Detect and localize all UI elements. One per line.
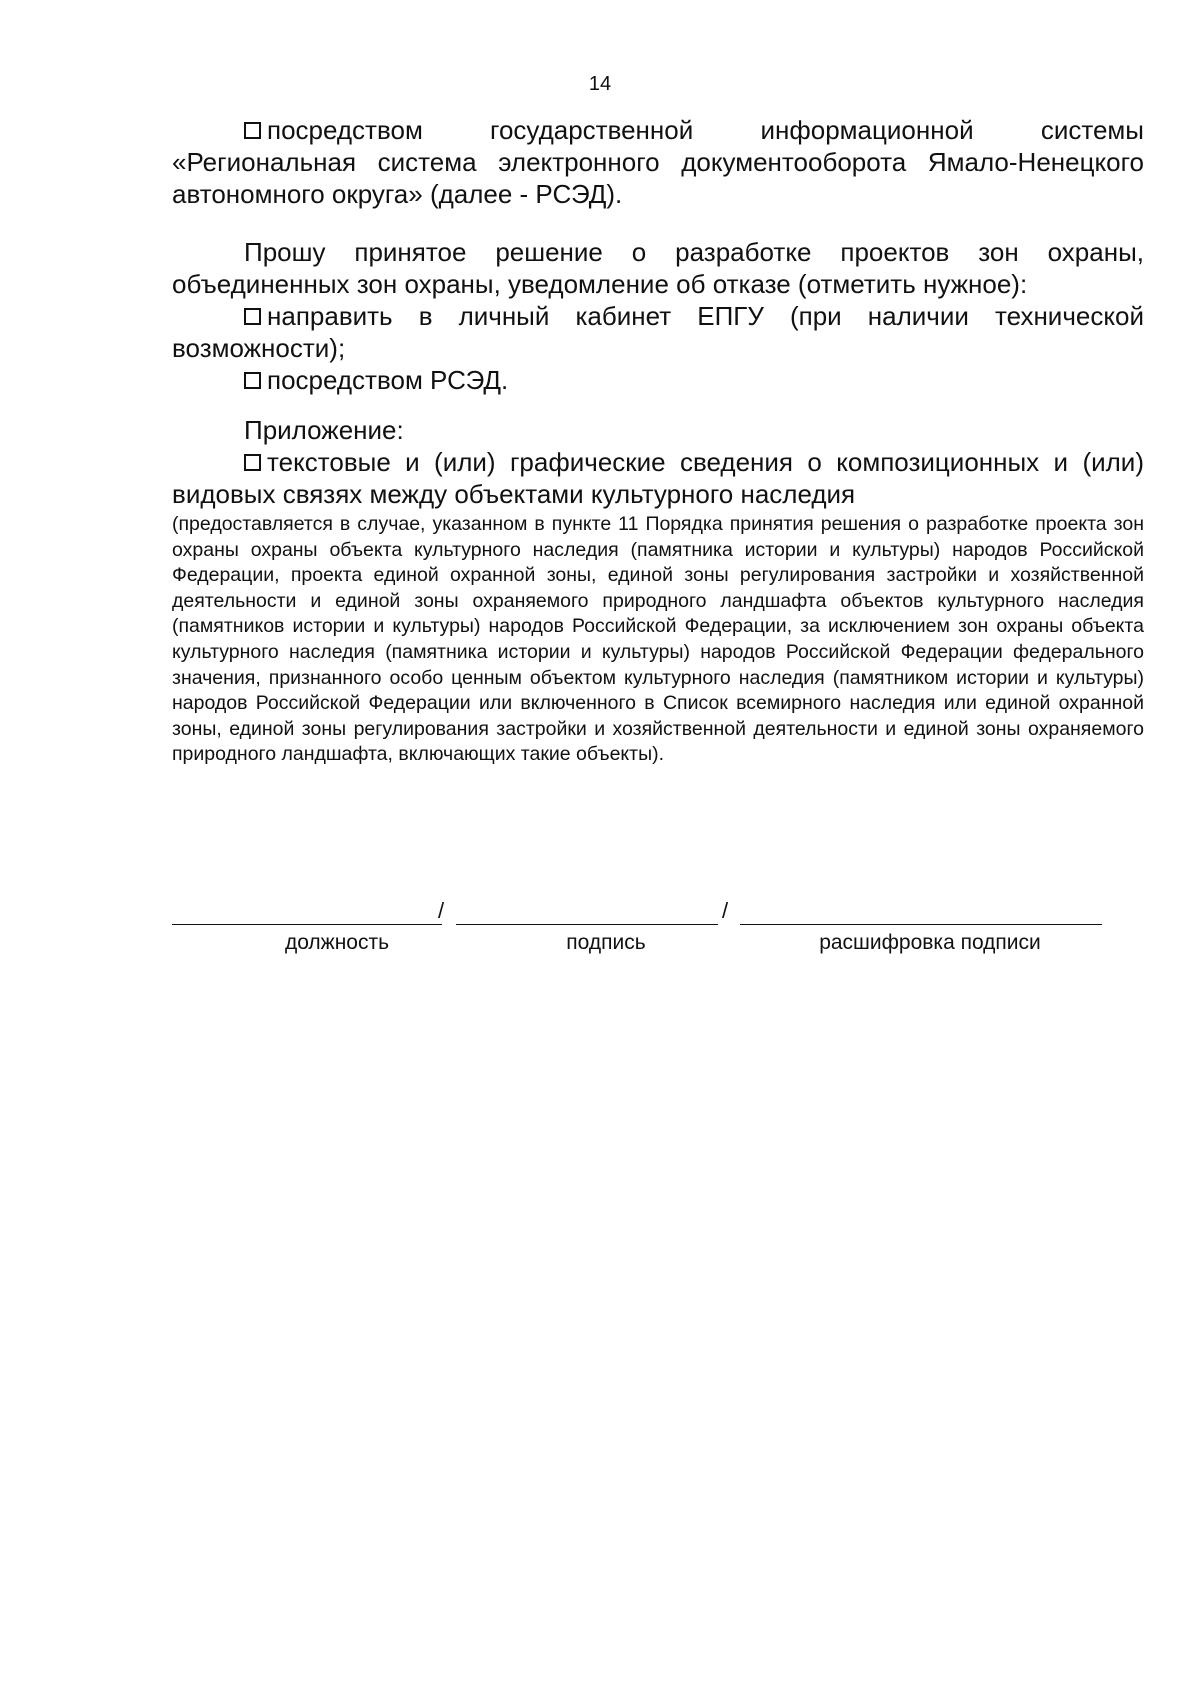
attachment-item [172, 446, 1144, 510]
empty-checkbox-icon[interactable] [244, 122, 261, 139]
signature-line[interactable] [456, 924, 718, 925]
delivery-option-rsed [172, 114, 1144, 210]
delivery-option-rsed-text: посредством государственной информационной системы «Региональная система электронного документооборота Ямало-Ненецкого автономного округа» (далее - РСЭД). [172, 115, 1144, 209]
signature-separator: / [438, 898, 445, 923]
empty-checkbox-icon[interactable] [244, 372, 261, 389]
decision-request: Прошу принятое решение о разработке проектов зон охраны, объединенных зон охраны, уведомление об отказе (отметить нужное): [172, 237, 1144, 299]
decision-option-epgu-text: направить в личный кабинет ЕПГУ (при наличии технической возможности); [172, 301, 1144, 363]
decryption-caption: расшифровка подписи [819, 931, 1041, 954]
signature-caption: подпись [566, 931, 646, 954]
position-line[interactable] [172, 924, 442, 925]
attachment-note: (предоставляется в случае, указанном в пункте 11 Порядка принятия решения о разработке проекта зон охраны охраны объекта культурного наследия (памятника истории и культуры) народов Российской Федерации, проекта единой охранной зоны, единой зоны регулирования застройки и хозяйственной деятельности и единой зоны охраняемого природного ландшафта объектов культурного наследия (памятников истории и культуры) народов Российской Федерации, за исключением зон охраны объекта культурного наследия (памятника истории и культуры) народов Российской Федерации федерального значения, признанного особо ценным объектом культурного наследия (памятником истории и культуры) народов Российской Федерации или включенного в Список всемирного наследия или единой охранной зоны, единой зоны регулирования застройки и хозяйственной деятельности и единой зоны охраняемого природного ландшафта, включающих такие объекты). [172, 513, 1144, 766]
spacer [172, 396, 1144, 414]
attachment-heading: Приложение: [244, 415, 404, 445]
decision-option-epgu [172, 300, 1144, 364]
empty-checkbox-icon[interactable] [244, 454, 261, 471]
attachment-item-text: текстовые и (или) графические сведения о композиционных и (или) видовых связях между объектами культурного наследия [172, 447, 1144, 509]
signature-block [172, 896, 1102, 956]
empty-checkbox-icon[interactable] [244, 308, 261, 325]
spacer [172, 210, 1144, 236]
signature-decryption-line[interactable] [740, 924, 1102, 925]
position-caption: должность [284, 931, 390, 954]
decision-option-rsed [172, 364, 1144, 396]
page-number: 14 [588, 73, 612, 95]
decision-option-rsed-text: посредством РСЭД. [267, 365, 509, 395]
document-body [172, 114, 1144, 768]
signature-separator: / [722, 898, 729, 923]
